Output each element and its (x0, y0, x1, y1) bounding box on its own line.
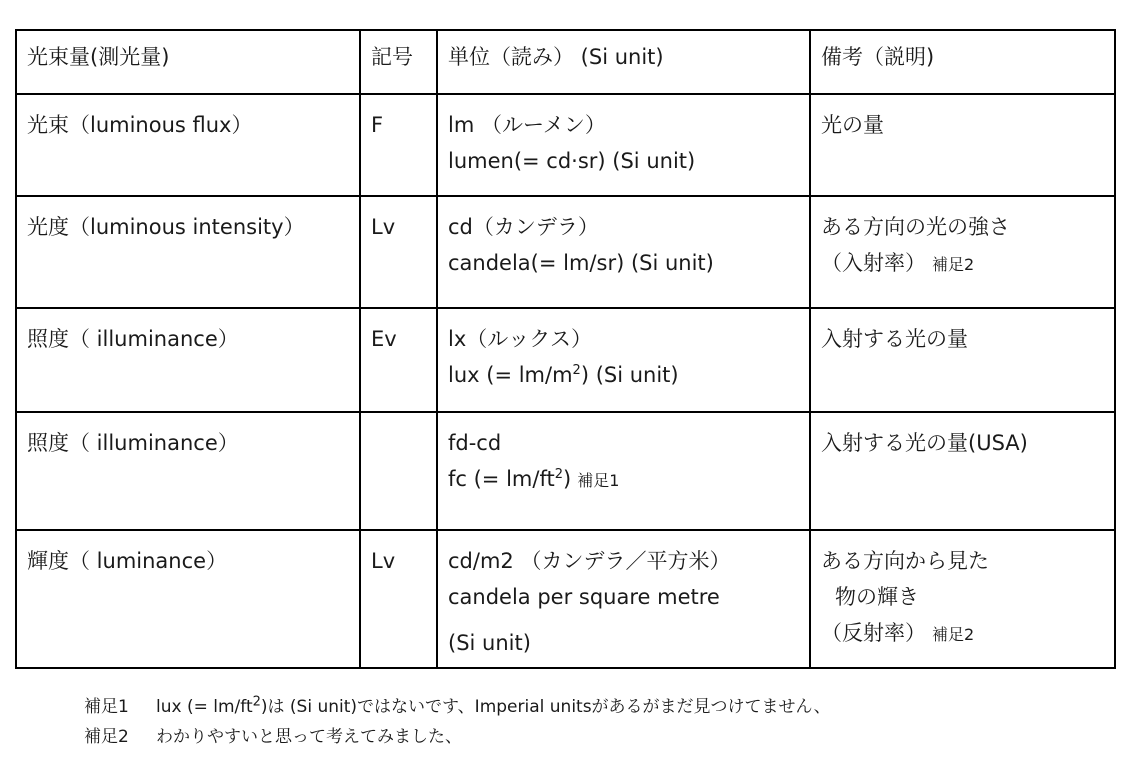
cell-quantity: 照度（ illuminance） (16, 308, 360, 412)
unit-text: lux (= lm/m (448, 363, 573, 387)
cell-unit (437, 530, 810, 668)
superscript: 2 (554, 467, 563, 482)
superscript: 2 (572, 363, 581, 378)
unit-line: fd-cd (448, 431, 502, 455)
table-row (16, 412, 1115, 530)
unit-line: candela per square metre (448, 585, 720, 609)
cell-unit (437, 412, 810, 530)
cell-unit (437, 308, 810, 412)
cell-symbol: Ev (360, 308, 437, 412)
table-row (16, 530, 1115, 668)
cell-note (810, 530, 1115, 668)
table-header-row (16, 30, 1115, 94)
unit-text: ) (562, 467, 572, 491)
footnotes (84, 692, 831, 752)
unit-text: ) (Si unit) (580, 363, 679, 387)
note-line: 入射する光の量 (821, 327, 968, 351)
note-line: 入射する光の量(USA) (821, 431, 1028, 455)
cell-symbol: Lv (360, 530, 437, 668)
cell-unit (437, 196, 810, 308)
table-row (16, 94, 1115, 196)
superscript: 2 (252, 694, 261, 710)
unit-line (448, 461, 799, 499)
unit-line: lm （ルーメン） (448, 113, 606, 137)
note-text: （入射率） (821, 251, 926, 275)
table-row (16, 196, 1115, 308)
cell-symbol: F (360, 94, 437, 196)
cell-note (810, 196, 1115, 308)
note-line (821, 615, 1104, 653)
footnote-2 (84, 722, 831, 752)
note-line (821, 245, 1104, 283)
unit-line: cd/m2 （カンデラ／平方米） (448, 549, 731, 573)
unit-line: lumen(= cd·sr) (Si unit) (448, 149, 696, 173)
footnote-tag: 補足1 (84, 697, 129, 717)
footnote-text: )は (Si unit)ではないです、Imperial unitsがあるがまだ見つけてません、 (260, 697, 831, 717)
footnote-1 (84, 692, 831, 722)
unit-line: cd（カンデラ） (448, 215, 599, 239)
footnote-tag: 補足2 (84, 727, 129, 747)
unit-text: fc (= lm/ft (448, 467, 555, 491)
footnote-ref: 補足2 (932, 625, 975, 644)
cell-quantity: 光度（luminous intensity） (16, 196, 360, 308)
header-unit: 単位（読み） (Si unit) (437, 30, 810, 94)
cell-quantity: 光束（luminous flux） (16, 94, 360, 196)
cell-note (810, 94, 1115, 196)
note-line: ある方向から見た (821, 549, 989, 573)
footnote-text: lux (= lm/ft (156, 697, 253, 717)
cell-note (810, 308, 1115, 412)
note-line: ある方向の光の強さ (821, 215, 1010, 239)
footnote-ref: 補足2 (932, 255, 975, 274)
note-line: 物の輝き (835, 585, 919, 609)
footnote-text: わかりやすいと思って考えてみました、 (156, 727, 462, 747)
note-line: 光の量 (821, 113, 884, 137)
unit-line (448, 357, 799, 393)
cell-symbol (360, 412, 437, 530)
unit-line: lx（ルックス） (448, 327, 593, 351)
cell-quantity: 照度（ illuminance） (16, 412, 360, 530)
table-row (16, 308, 1115, 412)
unit-line: candela(= lm/sr) (Si unit) (448, 251, 714, 275)
note-text: （反射率） (821, 621, 926, 645)
cell-quantity: 輝度（ luminance） (16, 530, 360, 668)
photometric-units-table (15, 29, 1116, 669)
header-note: 備考（説明) (810, 30, 1115, 94)
unit-line: (Si unit) (448, 631, 531, 655)
header-quantity: 光束量(測光量) (16, 30, 360, 94)
footnote-ref: 補足1 (577, 471, 620, 490)
cell-unit (437, 94, 810, 196)
header-symbol: 記号 (360, 30, 437, 94)
cell-note (810, 412, 1115, 530)
cell-symbol: Lv (360, 196, 437, 308)
